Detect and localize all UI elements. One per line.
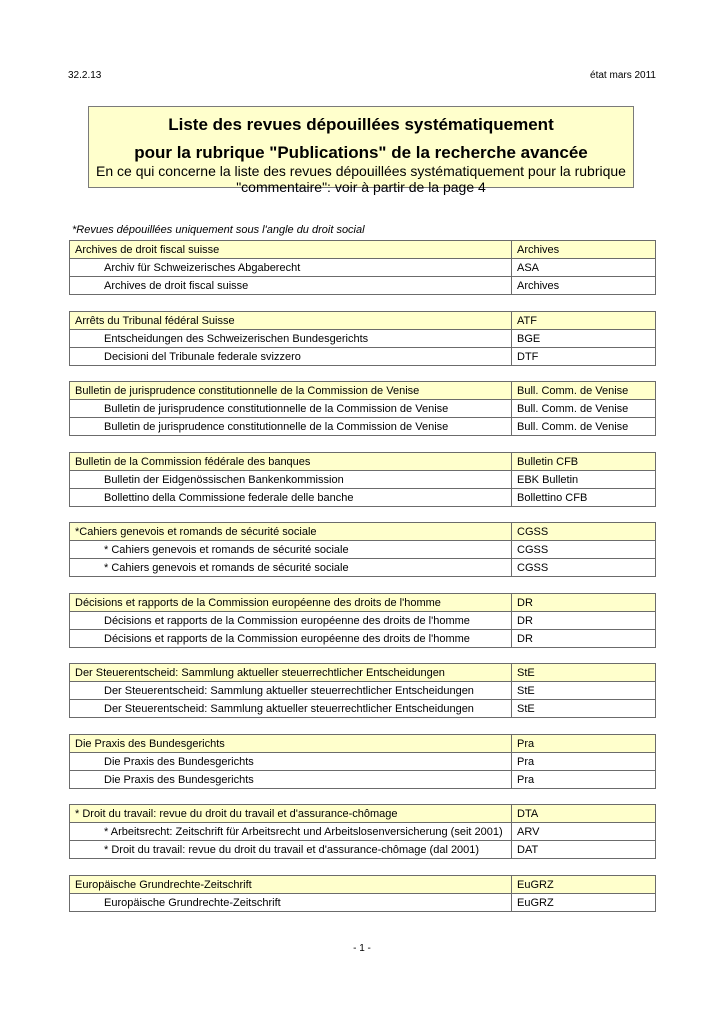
journal-group: [69, 240, 656, 295]
journal-group: [69, 663, 656, 718]
journal-table: [69, 381, 656, 436]
journal-title: Die Praxis des Bundesgerichts: [70, 771, 512, 789]
journal-language-row: [70, 489, 656, 507]
journal-group: [69, 452, 656, 507]
journal-language-row: [70, 682, 656, 700]
journal-title: * Arbeitsrecht: Zeitschrift für Arbeitsrecht und Arbeitslosenversicherung (seit 2001): [70, 823, 512, 841]
journal-title: Die Praxis des Bundesgerichts: [70, 735, 512, 753]
journal-title: Decisioni del Tribunale federale svizzero: [70, 348, 512, 366]
journal-group-header: [70, 453, 656, 471]
journal-group: [69, 804, 656, 859]
journal-title: Arrêts du Tribunal fédéral Suisse: [70, 312, 512, 330]
journal-abbreviation: CGSS: [512, 559, 656, 577]
journal-abbreviation: DR: [512, 594, 656, 612]
journal-abbreviation: EBK Bulletin: [512, 471, 656, 489]
title-line-4: "commentaire": voir à partir de la page 4: [236, 179, 486, 195]
journal-language-row: [70, 330, 656, 348]
journal-title: Bulletin der Eidgenössischen Bankenkommission: [70, 471, 512, 489]
journal-abbreviation: Pra: [512, 753, 656, 771]
journal-title: Der Steuerentscheid: Sammlung aktueller steuerrechtlicher Entscheidungen: [70, 664, 512, 682]
journal-table: [69, 875, 656, 912]
journal-language-row: [70, 418, 656, 436]
journal-table: [69, 734, 656, 789]
journal-abbreviation: CGSS: [512, 541, 656, 559]
journal-table: [69, 593, 656, 648]
journal-title: Bulletin de la Commission fédérale des banques: [70, 453, 512, 471]
journal-title: Décisions et rapports de la Commission européenne des droits de l'homme: [70, 612, 512, 630]
journal-abbreviation: EuGRZ: [512, 894, 656, 912]
journal-group-header: [70, 241, 656, 259]
journal-group-header: [70, 382, 656, 400]
journal-table: [69, 311, 656, 366]
journal-title: * Droit du travail: revue du droit du travail et d'assurance-chômage (dal 2001): [70, 841, 512, 859]
journal-group: [69, 522, 656, 577]
title-line-1: Liste des revues dépouillées systématiquement: [168, 115, 554, 134]
journal-group: [69, 875, 656, 912]
title-line-3: En ce qui concerne la liste des revues dépouillées systématiquement pour la rubrique: [96, 163, 626, 179]
journal-abbreviation: Bull. Comm. de Venise: [512, 382, 656, 400]
journal-title: Bulletin de jurisprudence constitutionnelle de la Commission de Venise: [70, 418, 512, 436]
journal-abbreviation: StE: [512, 682, 656, 700]
journal-title: Europäische Grundrechte-Zeitschrift: [70, 876, 512, 894]
journal-title: * Cahiers genevois et romands de sécurité sociale: [70, 559, 512, 577]
journal-title: Europäische Grundrechte-Zeitschrift: [70, 894, 512, 912]
journal-language-row: [70, 348, 656, 366]
journal-title: Bulletin de jurisprudence constitutionnelle de la Commission de Venise: [70, 382, 512, 400]
journal-language-row: [70, 700, 656, 718]
journal-abbreviation: Bollettino CFB: [512, 489, 656, 507]
journal-language-row: [70, 400, 656, 418]
journal-language-row: [70, 541, 656, 559]
journal-group-header: [70, 312, 656, 330]
journal-language-row: [70, 894, 656, 912]
journal-abbreviation: DTA: [512, 805, 656, 823]
journal-title: Der Steuerentscheid: Sammlung aktueller steuerrechtlicher Entscheidungen: [70, 700, 512, 718]
journal-table: [69, 452, 656, 507]
journal-group: [69, 734, 656, 789]
journal-abbreviation: DR: [512, 630, 656, 648]
journal-title: Archives de droit fiscal suisse: [70, 241, 512, 259]
journal-group-header: [70, 664, 656, 682]
journal-group-header: [70, 594, 656, 612]
document-date: état mars 2011: [590, 70, 656, 81]
title-line-2: pour la rubrique "Publications" de la recherche avancée: [134, 143, 588, 162]
journal-language-row: [70, 559, 656, 577]
journal-abbreviation: ATF: [512, 312, 656, 330]
journal-language-row: [70, 471, 656, 489]
journal-title: Décisions et rapports de la Commission européenne des droits de l'homme: [70, 594, 512, 612]
journal-title: Bollettino della Commissione federale delle banche: [70, 489, 512, 507]
journal-table: [69, 804, 656, 859]
journal-group-header: [70, 523, 656, 541]
journal-abbreviation: StE: [512, 664, 656, 682]
journal-title: Archiv für Schweizerisches Abgaberecht: [70, 259, 512, 277]
journal-abbreviation: BGE: [512, 330, 656, 348]
journal-abbreviation: Bull. Comm. de Venise: [512, 418, 656, 436]
journal-abbreviation: DR: [512, 612, 656, 630]
journal-abbreviation: Pra: [512, 735, 656, 753]
journal-table: [69, 240, 656, 295]
journal-title: *Cahiers genevois et romands de sécurité sociale: [70, 523, 512, 541]
journal-title: Bulletin de jurisprudence constitutionnelle de la Commission de Venise: [70, 400, 512, 418]
journal-table: [69, 663, 656, 718]
journal-title: Archives de droit fiscal suisse: [70, 277, 512, 295]
journal-group-header: [70, 805, 656, 823]
title-box: [88, 106, 634, 195]
journal-title: * Droit du travail: revue du droit du travail et d'assurance-chômage: [70, 805, 512, 823]
journal-group-header: [70, 876, 656, 894]
journal-language-row: [70, 277, 656, 295]
journal-abbreviation: StE: [512, 700, 656, 718]
journal-abbreviation: DAT: [512, 841, 656, 859]
journal-table: [69, 522, 656, 577]
document-reference: 32.2.13: [68, 70, 102, 81]
journal-abbreviation: DTF: [512, 348, 656, 366]
journal-abbreviation: CGSS: [512, 523, 656, 541]
footnote-social-law: *Revues dépouillées uniquement sous l'angle du droit social: [72, 224, 365, 236]
journal-group: [69, 381, 656, 436]
journal-language-row: [70, 630, 656, 648]
journal-title: Décisions et rapports de la Commission européenne des droits de l'homme: [70, 630, 512, 648]
journal-abbreviation: ASA: [512, 259, 656, 277]
journal-abbreviation: Archives: [512, 277, 656, 295]
journal-abbreviation: Bulletin CFB: [512, 453, 656, 471]
journal-language-row: [70, 771, 656, 789]
journal-group: [69, 593, 656, 648]
journal-title: * Cahiers genevois et romands de sécurité sociale: [70, 541, 512, 559]
journal-language-row: [70, 259, 656, 277]
journal-abbreviation: Pra: [512, 771, 656, 789]
journal-abbreviation: EuGRZ: [512, 876, 656, 894]
journal-language-row: [70, 823, 656, 841]
journal-abbreviation: Bull. Comm. de Venise: [512, 400, 656, 418]
journal-language-row: [70, 753, 656, 771]
journal-abbreviation: ARV: [512, 823, 656, 841]
journal-title: Entscheidungen des Schweizerischen Bundesgerichts: [70, 330, 512, 348]
journal-title: Die Praxis des Bundesgerichts: [70, 753, 512, 771]
journal-abbreviation: Archives: [512, 241, 656, 259]
journal-group: [69, 311, 656, 366]
journal-language-row: [70, 612, 656, 630]
journal-title: Der Steuerentscheid: Sammlung aktueller steuerrechtlicher Entscheidungen: [70, 682, 512, 700]
journal-group-header: [70, 735, 656, 753]
journal-language-row: [70, 841, 656, 859]
page-number: - 1 -: [353, 943, 371, 954]
